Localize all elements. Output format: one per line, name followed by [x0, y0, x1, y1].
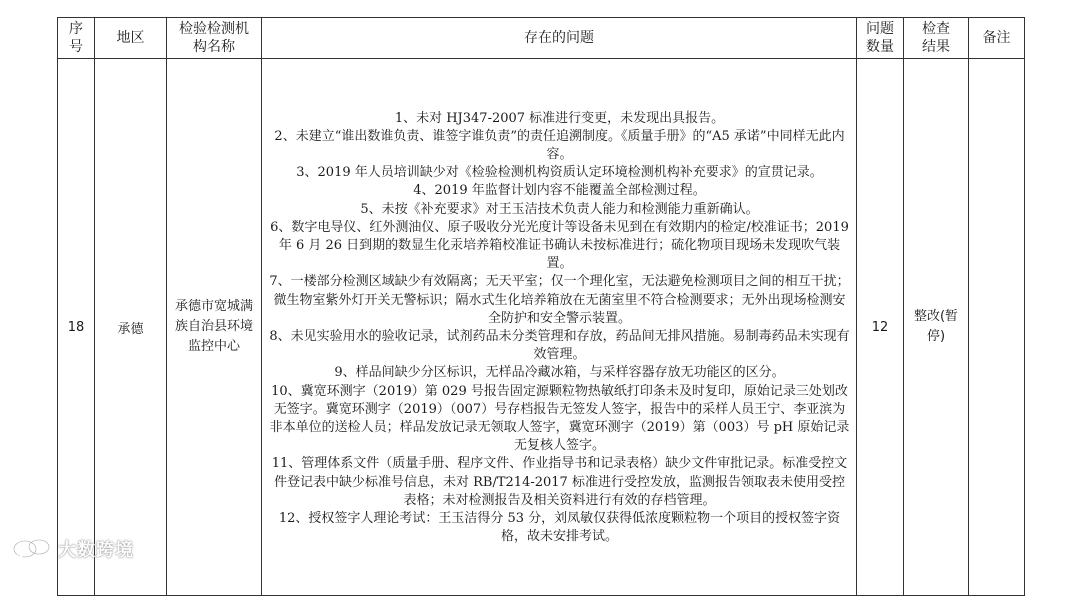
issue-item: 8、未见实验用水的验收记录，试剂药品未分类管理和存放，药品间无排风措施。易制毒药品未实现有效管理。 [269, 329, 850, 363]
cell-result: 整改(暂停) [904, 59, 969, 596]
issue-item: 2、未建立“谁出数谁负责、谁签字谁负责”的责任追溯制度。《质量手册》的“A5 承诺”中同样无此内容。 [274, 128, 845, 162]
table-row [58, 59, 1025, 596]
header-remark: 备注 [969, 18, 1025, 59]
cell-issues [262, 59, 857, 596]
issue-item: 11、管理体系文件（质量手册、程序文件、作业指导书和记录表格）缺少文件审批记录。标准受控文件登记表中缺少标准号信息，未对 RB/T214-2017 标准进行受控发放，监测报告领取表未使用受控表格；未对检测报告及相关资料进行有效的存档管理。 [271, 456, 848, 508]
cell-seq: 18 [58, 59, 95, 596]
issue-item: 6、数字电导仪、红外测油仪、原子吸收分光光度计等设备未见到在有效期内的检定/校准证书；2019 年 6 月 26 日到期的数显生化汞培养箱校准证书确认未按标准进行；硫化物项目现场未发现吹气装置。 [270, 219, 849, 272]
issue-item: 10、冀宽环测字（2019）第 029 号报告固定源颗粒物热敏纸打印条未及时复印，原始记录三处划改无签字。冀宽环测字（2019）（007）号存档报告无签发人签字，报告中的采样人员王宁、李亚滨为非本单位的送检人员；样品发放记录无领取人签字，冀宽环测字（2019）第（003）号 pH 原始记录无复核人签字。 [269, 383, 850, 454]
header-org: 检验检测机构名称 [167, 18, 262, 59]
issue-item: 4、2019 年监督计划内容不能覆盖全部检测过程。 [413, 183, 706, 199]
cell-remark [969, 59, 1025, 596]
issue-item: 7、一楼部分检测区域缺少有效隔离；无天平室；仅一个理化室，无法避免检测项目之间的相互干扰；微生物室紫外灯开关无警标识；隔水式生化培养箱放在无菌室里不符合检测要求；无外出现场检测安全防护和安全警示装置。 [269, 274, 850, 326]
cell-region: 承德 [95, 59, 167, 596]
issue-item: 5、未按《补充要求》对王玉洁技术负责人能力和检测能力重新确认。 [360, 201, 759, 217]
issue-item: 1、未对 HJ347-2007 标准进行变更，未发现出具报告。 [394, 110, 725, 126]
header-result: 检查结果 [904, 18, 969, 59]
header-seq: 序号 [58, 18, 95, 59]
header-issues: 存在的问题 [262, 18, 857, 59]
inspection-table [57, 17, 1025, 596]
cell-count: 12 [857, 59, 904, 596]
header-row [58, 18, 1025, 59]
watermark [12, 536, 134, 562]
cell-org: 承德市宽城满族自治县环境监控中心 [167, 59, 262, 596]
issue-item: 9、样品间缺少分区标识，无样品冷藏冰箱，与采样容器存放无功能区的区分。 [334, 365, 785, 381]
issue-item: 12、授权签字人理论考试：王玉洁得分 53 分，刘凤敏仅获得低浓度颗粒物一个项目的授权签字资格，故未安排考试。 [278, 511, 841, 545]
watermark-text: 大数跨境 [58, 540, 134, 561]
header-region: 地区 [95, 18, 167, 59]
chat-bubbles-logo-icon [12, 537, 54, 561]
issue-item: 3、2019 年人员培训缺少对《检验检测机构资质认定环境检测机构补充要求》的宣贯记录。 [296, 165, 823, 181]
header-count: 问题数量 [857, 18, 904, 59]
